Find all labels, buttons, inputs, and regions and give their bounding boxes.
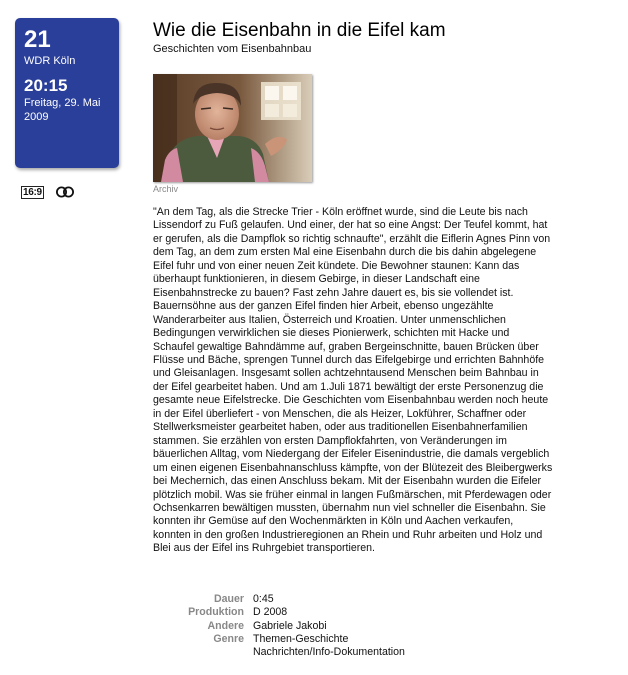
broadcast-time: 20:15: [24, 76, 68, 95]
meta-row-duration: [153, 593, 553, 606]
program-photo: [153, 74, 312, 182]
production-label: Produktion: [188, 606, 244, 619]
channel-number: 21: [24, 26, 51, 53]
genre-value: Nachrichten/Info-Dokumentation: [253, 646, 405, 659]
channel-name: WDR Köln: [24, 55, 76, 67]
program-description: "An dem Tag, als die Strecke Trier - Köln eröffnet wurde, sind die Leute bis nach Lissendorf zu Fuß gelaufen. Und einer, der hat so eine Angst: Der Teufel kommt, hat er gerufen, als die Dampflok so richtig schnaufte", erzählt die Eiflerin Agnes Pinn von dem Tag, an dem zum ersten Mal eine Eisenbahn durch die bis dahin abgelegene Eifel fuhr und von einer neuen Zeit kündete. Die Bewohner staunen: Kann das überhaupt funktionieren, in diesem Gebirge, in dieser Landschaft eine Eisenbahnstrecke zu bauen? Fast zehn Jahre dauert es, bis sie vollendet ist. Bauernsöhne aus der ganzen Eifel finden hier Arbeit, ebenso ungezählte Wanderarbeiter aus Italien, Österreich und Kroatien. Unter unmenschlichen Bedingungen verwirklichen sie dieses Pionierwerk, schichten mit Hacke und Schaufel gewaltige Bahndämme auf, graben Bergeinschnitte, bauen Brücken über Flüsse und Bäche, sprengen Tunnel durch das Eifelgebirge und errichten Bahnhöfe und Gleisanlagen. Insgesamt sollen achtzehntausend Menschen beim Bahnbau in der Eifel gearbeitet haben. Und am 1.Juli 1871 bewältigt der erste Personenzug die gesamte neue Eifelstrecke. Die Geschichten vom Eisenbahnbau werden noch heute in der Eifel überliefert - von Menschen, die als Heizer, Lokführer, Schaffner oder Stellwerksmeister gearbeitet haben, oder aus traditionellen Eisenbahnerfamilien stammen. Sie erzählen von ersten Dampflokfahrten, von Veränderungen im bäuerlichen Alltag, vom Niedergang der Eifeler Eisenindustrie, die damals vergeblich um einen eigenen Eisenbahnanschluss kämpfte, von der Blütezeit des Bleibergwerks bei Mechernich, das einen Anschluss bekam. Mit der Eisenbahn wurden die Eifeler plötzlich mobil. Was sie früher einmal in langen Fußmärschen, mit Pferdewagen oder Ochsenkarren bewältigen mussten, übernahm nun viel schneller die Eisenbahn. Sie konnten ihr Gemüse auf den Wochenmärkten in Köln und Aachen verkaufen, konnten in den großen Industrieregionen an Rhein und Ruhr arbeiten und Holz und Blei aus der Eifel ins Ruhrgebiet transportieren.: [153, 206, 553, 555]
genre-label: Genre: [213, 632, 244, 645]
aspect-ratio-badge: 16:9: [23, 186, 42, 198]
duration-label: Dauer: [213, 593, 244, 605]
broadcast-date: Freitag, 29. Mai 2009: [24, 97, 101, 123]
program-meta: [153, 593, 553, 659]
program-subtitle: Geschichten vom Eisenbahnbau: [153, 43, 312, 55]
genre-values: [253, 633, 405, 660]
genre-value: Themen-Geschichte: [253, 632, 349, 645]
program-title: Wie die Eisenbahn in die Eifel kam: [153, 20, 446, 41]
program-details: [153, 20, 553, 195]
production-value: D 2008: [253, 606, 288, 619]
duration-value: 0:45: [253, 593, 274, 605]
meta-row-others: [153, 620, 553, 633]
others-label: Andere: [207, 619, 244, 632]
meta-row-production: [153, 606, 553, 619]
meta-row-genre: [153, 633, 553, 660]
others-value: Gabriele Jakobi: [253, 619, 327, 632]
stereo-icon: [55, 186, 75, 198]
format-badges: [21, 185, 75, 199]
program-image: [153, 74, 312, 195]
channel-info-box: [15, 18, 119, 168]
image-caption: Archiv: [153, 184, 179, 194]
